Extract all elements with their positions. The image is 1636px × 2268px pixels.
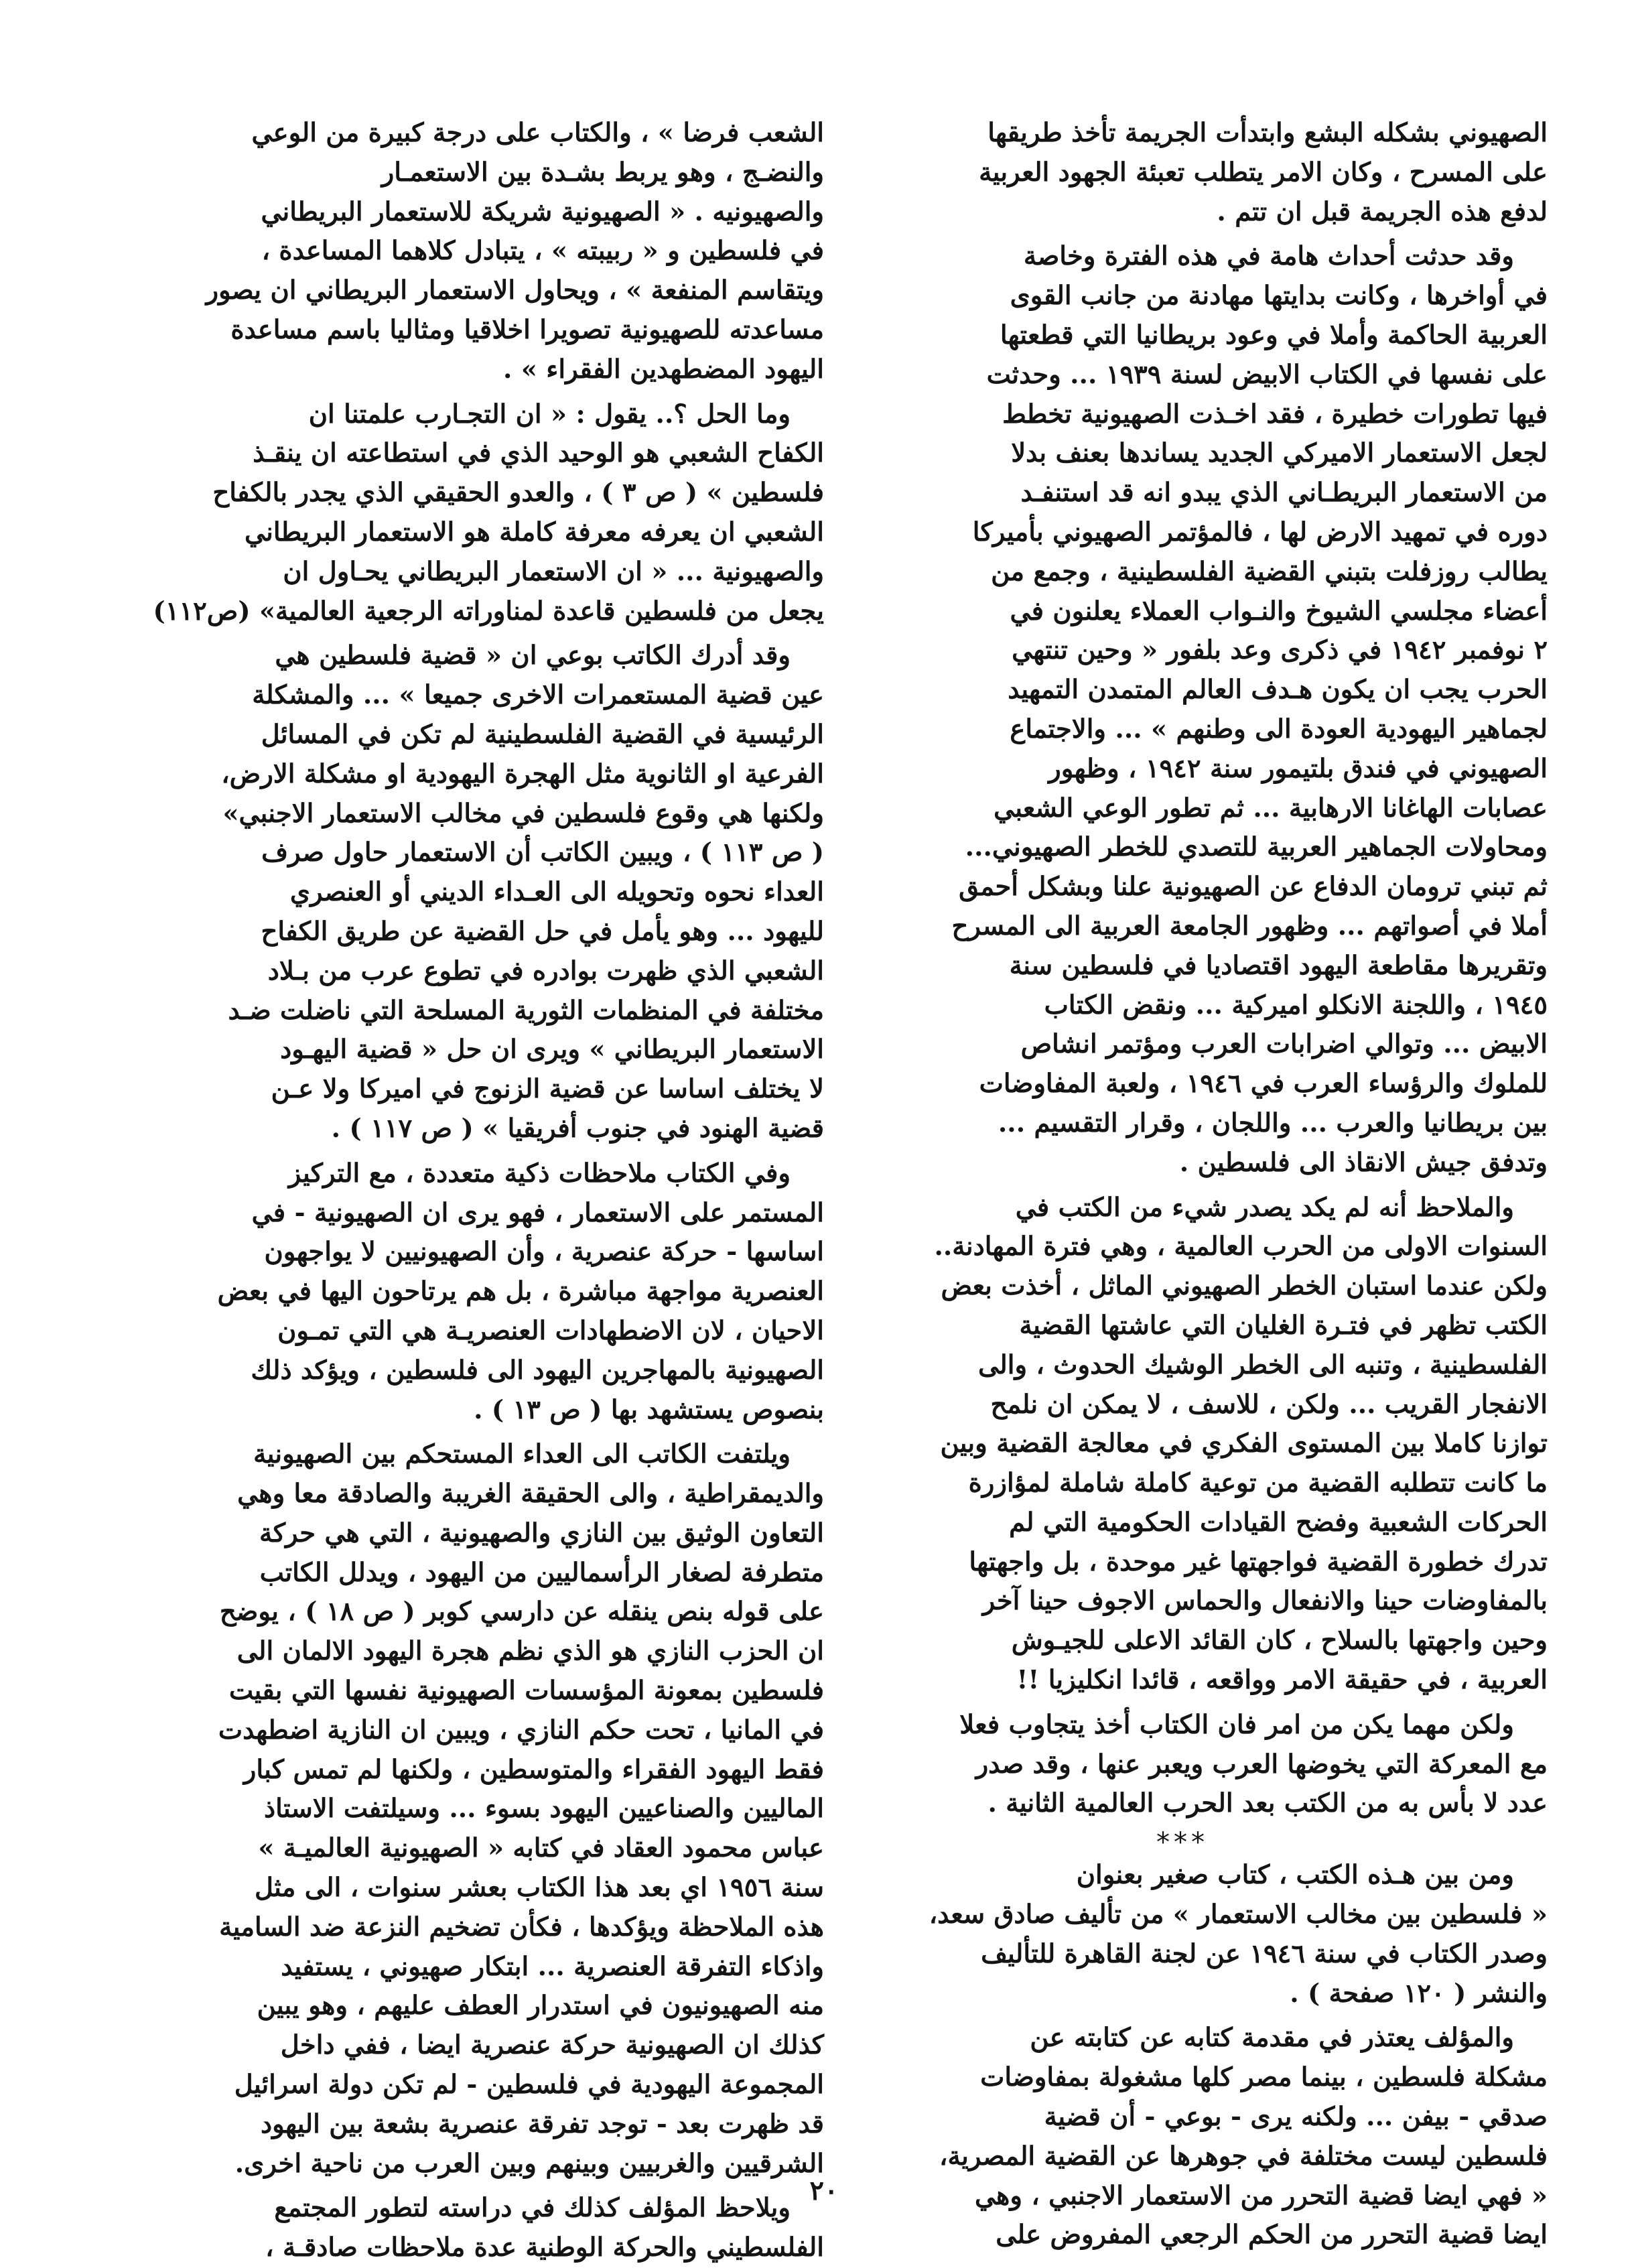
paragraph <box>94 1435 824 2184</box>
paragraph <box>94 1154 824 1430</box>
text-line: الفرعية او الثانوية مثل الهجرة اليهودية او مشكلة الارض، <box>221 758 824 789</box>
text-line: وفي الكتاب ملاحظات ذكية متعددة ، مع التركيز <box>288 1158 791 1189</box>
text-line: لجماهير اليهودية العودة الى وطنهم » ... والاجتماع <box>1010 714 1548 744</box>
text-line: وتدفق جيش الانقاذ الى فلسطين . <box>1179 1147 1548 1178</box>
text-line: عين قضية المستعمرات الاخرى جميعا » ... والمشكلة <box>252 680 824 711</box>
text-line: ويلاحظ المؤلف كذلك في دراسته لتطور المجتمع <box>274 2193 791 2224</box>
text-line: العربية ، في حقيقة الامر وواقعه ، قائدا انكليزيا !! <box>1016 1665 1548 1696</box>
text-line: ٢ نوفمبر ١٩٤٢ في ذكرى وعد بلفور « وحين تنتهي <box>1012 635 1548 666</box>
text-line: « فلسطين بين مخالب الاستعمار » من تأليف صادق سعد، <box>929 1899 1548 1930</box>
text-line: ومن بين هـذه الكتب ، كتاب صغير بعنوان <box>1076 1860 1514 1891</box>
text-line: مشكلة فلسطين ، بينما مصر كلها مشغولة بمفاوضات <box>980 2062 1548 2093</box>
text-line: ومحاولات الجماهير العربية للتصدي للخطر الصهيوني... <box>965 832 1548 863</box>
text-line: التعاون الوثيق بين النازي والصهيونية ، التي هي حركة <box>259 1518 824 1548</box>
text-line: الرئيسية في القضية الفلسطينية لم تكن في المسائل <box>261 719 824 750</box>
text-line: « فهي ايضا قضية التحرر من الاستعمار الاجنبي ، وهي <box>974 2180 1548 2211</box>
text-line: مع المعركة التي يخوضها العرب ويعبر عنها ، وقد صدر <box>975 1749 1548 1780</box>
text-line: ويتقاسم المنفعة » ، ويحاول الاستعمار البريطاني ان يصور <box>206 275 824 306</box>
paragraph <box>94 114 824 390</box>
paragraph <box>817 237 1548 1183</box>
text-line: ولكن مهما يكن من امر فان الكتاب أخذ يتجاوب فعلا <box>959 1709 1514 1740</box>
text-line: فلسطين بمعونة المؤسسات الصهيونية نفسها التي بقيت <box>228 1676 824 1707</box>
text-line: لدفع هذه الجريمة قبل ان تتم . <box>1217 196 1548 227</box>
text-line: أعضاء مجلسي الشيوخ والنـواب العملاء يعلنون في <box>1010 596 1548 626</box>
text-line: والصهيونية ... « ان الاستعمار البريطاني يحـاول ان <box>283 556 824 587</box>
text-line: ( ص ١١٣ ) ، ويبين الكاتب أن الاستعمار حاول صرف <box>261 838 824 868</box>
text-line: العداء نحوه وتحويله الى العـداء الديني أو العنصري <box>289 877 824 908</box>
text-line: الحرب يجب ان يكون هـدف العالم المتمدن التمهيد <box>1008 675 1548 706</box>
text-line: بنصوص يستشهد بها ( ص ١٣ ) . <box>474 1394 824 1425</box>
text-line: منه الصهيونيون في استدرار العطف عليهم ، وهو يبين <box>257 1991 824 2021</box>
text-line: الصهيوني بشكله البشع وابتدأت الجريمة تأخذ طريقها <box>987 118 1548 148</box>
text-line: والنضـج ، وهو يربط بشـدة بين الاستعمـار <box>381 157 824 188</box>
text-line: الفلسطيني والحركة الوطنية عدة ملاحظات صادقـة ، <box>265 2232 824 2263</box>
text-line: مختلفة في المنظمات الثورية المسلحة التي ناضلت ضـد <box>228 995 824 1026</box>
text-line: وصدر الكتاب في سنة ١٩٤٦ عن لجنة القاهرة للتأليف <box>981 1938 1548 1969</box>
text-line: الصهيوني في فندق بلتيمور سنة ١٩٤٢ ، وظهور <box>1048 753 1548 784</box>
text-line: قضية الهنود في جنوب أفريقيا » ( ص ١١٧ ) . <box>331 1113 824 1144</box>
text-line: على قوله بنص ينقله عن دارسي كوبر ( ص ١٨ ) ، يوضح <box>219 1597 824 1627</box>
text-line: عباس محمود العقاد في كتابه « الصهيونية العالميـة » <box>258 1833 824 1864</box>
text-line: الصهيونية بالمهاجرين اليهود الى فلسطين ، ويؤكد ذلك <box>251 1355 824 1386</box>
text-line: والنشر ( ١٢٠ صفحة ) . <box>1290 1978 1548 2009</box>
text-line: العنصرية مواجهة مباشرة ، بل هم يرتاحون اليها في بعض <box>217 1276 824 1307</box>
text-line: ولكن عندما استبان الخطر الصهيوني الماثل ، أخذت بعض <box>941 1271 1548 1302</box>
text-line: السنوات الاولى من الحرب العالمية ، وهي فترة المهادنة.. <box>934 1231 1548 1262</box>
text-line: عدد لا بأس به من الكتب بعد الحرب العالمية الثانية . <box>987 1788 1548 1819</box>
text-line: ويلتفت الكاتب الى العداء المستحكم بين الصهيونية <box>253 1439 791 1470</box>
text-line: في فلسطين و « ربيبته » ، يتبادل كلاهما المساعدة ، <box>261 236 824 267</box>
paragraph <box>94 395 824 632</box>
text-line: على نفسها في الكتاب الابيض لسنة ١٩٣٩ ... وحدثت <box>986 359 1548 390</box>
text-line: ١٩٤٥ ، واللجنة الانكلو اميركية ... ونقض الكتاب <box>1044 990 1548 1020</box>
text-line: الاحيان ، لان الاضطهادات العنصريـة هي التي تمـون <box>277 1315 824 1346</box>
text-line: اليهود المضطهدين الفقراء » . <box>503 354 824 385</box>
text-line: أملا في أصواتهم ... وظهور الجامعة العربية الى المسرح <box>951 911 1548 941</box>
text-line: الكتب تظهر في فتـرة الغليان التي عاشتها القضية <box>1019 1310 1548 1341</box>
text-line: واذكاء التفرقة العنصرية ... ابتكار صهيوني ، يستفيد <box>281 1951 824 1982</box>
text-line: عصابات الهاغانا الارهابية ... ثم تطور الوعي الشعبي <box>994 793 1548 823</box>
text-line: لجعل الاستعمار الاميركي الجديد يساندها بعنف بدلا <box>1011 438 1548 469</box>
paragraph <box>817 2019 1548 2255</box>
text-line: وقد حدثت أحداث هامة في هذه الفترة وخاصة <box>1023 241 1514 272</box>
text-line: لا يختلف اساسا عن قضية الزنوج في اميركا ولا عـن <box>271 1074 824 1105</box>
text-line: اساسها - حركة عنصرية ، وأن الصهيونيين لا يواجهون <box>264 1237 824 1268</box>
paragraph <box>817 1706 1548 1824</box>
text-line: ايضا قضية التحرر من الحكم الرجعي المفروض على <box>996 2220 1548 2251</box>
text-line: والملاحظ أنه لم يكد يصدر شيء من الكتب في <box>1015 1192 1514 1223</box>
text-line: ما كانت تتطلبه القضية من توعية كاملة شاملة لمؤازرة <box>968 1468 1548 1499</box>
text-line: الشعبي ان يعرفه معرفة كاملة هو الاستعمار البريطاني <box>245 517 824 547</box>
text-line: لليهود ... وهو يأمل في حل القضية عن طريق الكفاح <box>261 916 824 947</box>
text-line: فقط اليهود الفقراء والمتوسطين ، ولكنها لم تمس كبار <box>243 1754 824 1785</box>
text-line: هذه الملاحظة ويؤكدها ، فكأن تضخيم النزعة ضد السامية <box>219 1912 824 1942</box>
text-line: الشعب فرضا » ، والكتاب على درجة كبيرة من الوعي <box>251 118 824 148</box>
text-line: وتقريرها مقاطعة اليهود اقتصاديا في فلسطين سنة <box>1009 950 1548 981</box>
text-line: بالمفاوضات حينا والانفعال والحماس الاجوف حينا آخر <box>982 1586 1548 1617</box>
text-line: تدرك خطورة القضية فواجهتها غير موحدة ، بل واجهتها <box>969 1546 1548 1577</box>
paragraph <box>817 1856 1548 2013</box>
text-line: وحين واجهتها بالسلاح ، كان القائد الاعلى للجيـوش <box>1011 1625 1548 1656</box>
paragraph <box>817 1189 1548 1700</box>
text-line: وقد أدرك الكاتب بوعي ان « قضية فلسطين هي <box>275 641 791 671</box>
text-line: للملوك والرؤساء العرب في ١٩٤٦ ، ولعبة المفاوضات <box>979 1069 1548 1099</box>
text-line: ولكنها هي وقوع فلسطين في مخالب الاستعمار الاجنبي» <box>222 798 824 829</box>
text-line: يطالب روزفلت بتبني القضية الفلسطينية ، وجمع من <box>991 556 1548 587</box>
text-line: الاستعمار البريطاني » ويرى ان حل « قضية اليهـود <box>280 1035 824 1065</box>
paragraph <box>94 2189 824 2268</box>
text-line: الشرقيين والغربيين وبينهم وبين العرب من ناحية اخرى. <box>234 2148 824 2179</box>
text-line: سنة ١٩٥٦ اي بعد هذا الكتاب بعشر سنوات ، الى مثل <box>254 1873 824 1904</box>
text-line: صدقي - بيفن ... ولكنه يرى - بوعي - أن قضية <box>1044 2102 1548 2133</box>
text-line: بين بريطانيا والعرب ... واللجان ، وقرار التقسيم ... <box>998 1108 1548 1138</box>
text-line: المستمر على الاستعمار ، فهو يرى ان الصهيونية - في <box>251 1197 824 1228</box>
text-line: ان الحزب النازي هو الذي نظم هجرة اليهود الالمان الى <box>236 1636 824 1667</box>
text-line: الحركات الشعبية وفضح القيادات الحكومية التي لم <box>1009 1507 1548 1538</box>
text-line: الماليين والصناعيين اليهود بسوء ... وسيلتفت الاستاذ <box>264 1794 824 1824</box>
text-line: والمؤلف يعتذر في مقدمة كتابه عن كتابته عن <box>1030 2023 1514 2054</box>
text-line: في أواخرها ، وكانت بدايتها مهادنة من جانب القوى <box>1010 281 1548 312</box>
text-line: قد ظهرت بعد - توجد تفرقة عنصرية بشعة بين اليهود <box>260 2109 824 2139</box>
text-line: فلسطين » ( ص ٣ ) ، والعدو الحقيقي الذي يجدر بالكفاح <box>212 478 824 509</box>
text-line: في المانيا ، تحت حكم النازي ، ويبين ان النازية اضطهدت <box>218 1715 824 1745</box>
text-line: فيها تطورات خطيرة ، فقد اخـذت الصهيونية تخطط <box>1002 399 1548 429</box>
text-line: ثم تبني ترومان الدفاع عن الصهيونية علنا وبشكل أحمق <box>959 872 1548 903</box>
text-line: العربية الحاكمة وأملا في وعود بريطانيا التي قطعتها <box>1000 320 1548 350</box>
text-line: وما الحل ؟.. يقول : « ان التجـارب علمتنا ان <box>308 399 791 429</box>
text-line: توازنا كاملا بين المستوى الفكري في معالجة القضية وبين <box>940 1428 1548 1459</box>
text-line: من الاستعمار البريطـاني الذي يبدو انه قد استنفـد <box>1020 478 1548 509</box>
text-line: الابيض ... وتوالي اضرابات العرب ومؤتمر انشاص <box>1020 1029 1548 1060</box>
text-line: يجعل من فلسطين قاعدة لمناوراته الرجعية العالمية» (ص١١٢) <box>153 596 824 626</box>
text-line: فلسطين ليست مختلفة في جوهرها عن القضية المصرية، <box>939 2141 1548 2172</box>
text-line: الفلسطينية ، وتنبه الى الخطر الوشيك الحدوث ، والى <box>977 1349 1548 1380</box>
text-line: متطرفة لصغار الرأسماليين من اليهود ، ويدلل الكاتب <box>259 1557 824 1588</box>
text-line: والصهيونيه . « الصهيونية شريكة للاستعمار البريطاني <box>261 196 824 227</box>
text-line: المجموعة اليهودية في فلسطين - لم تكن دولة اسرائيل <box>234 2070 824 2100</box>
text-line: الشعبي الذي ظهرت بوادره في تطوع عرب من بـلاد <box>267 955 824 986</box>
text-line: على المسرح ، وكان الامر يتطلب تعبئة الجهود العربية <box>979 157 1548 188</box>
paragraph <box>817 114 1548 232</box>
text-line: دوره في تمهيد الارض لها ، فالمؤتمر الصهيوني بأميركا <box>972 517 1548 547</box>
text-line: الكفاح الشعبي هو الوحيد الذي في استطاعته ان ينقـذ <box>253 438 824 469</box>
right-column <box>817 114 1548 2251</box>
text-line: الانفجار القريب ... ولكن ، للاسف ، لا يمكن ان نلمح <box>990 1389 1548 1420</box>
text-line: كذلك ان الصهيونية حركة عنصرية ايضا ، ففي داخل <box>280 2030 824 2061</box>
section-separator: *** <box>1156 1827 1209 1859</box>
page-number: ٢٠ <box>809 2175 839 2206</box>
text-line: مساعدته للصهيونية تصويرا اخلاقيا ومثاليا باسم مساعدة <box>230 314 824 345</box>
paragraph <box>94 637 824 1148</box>
text-line: والديمقراطية ، والى الحقيقة الغريبة والصادقة معا وهي <box>237 1479 824 1510</box>
